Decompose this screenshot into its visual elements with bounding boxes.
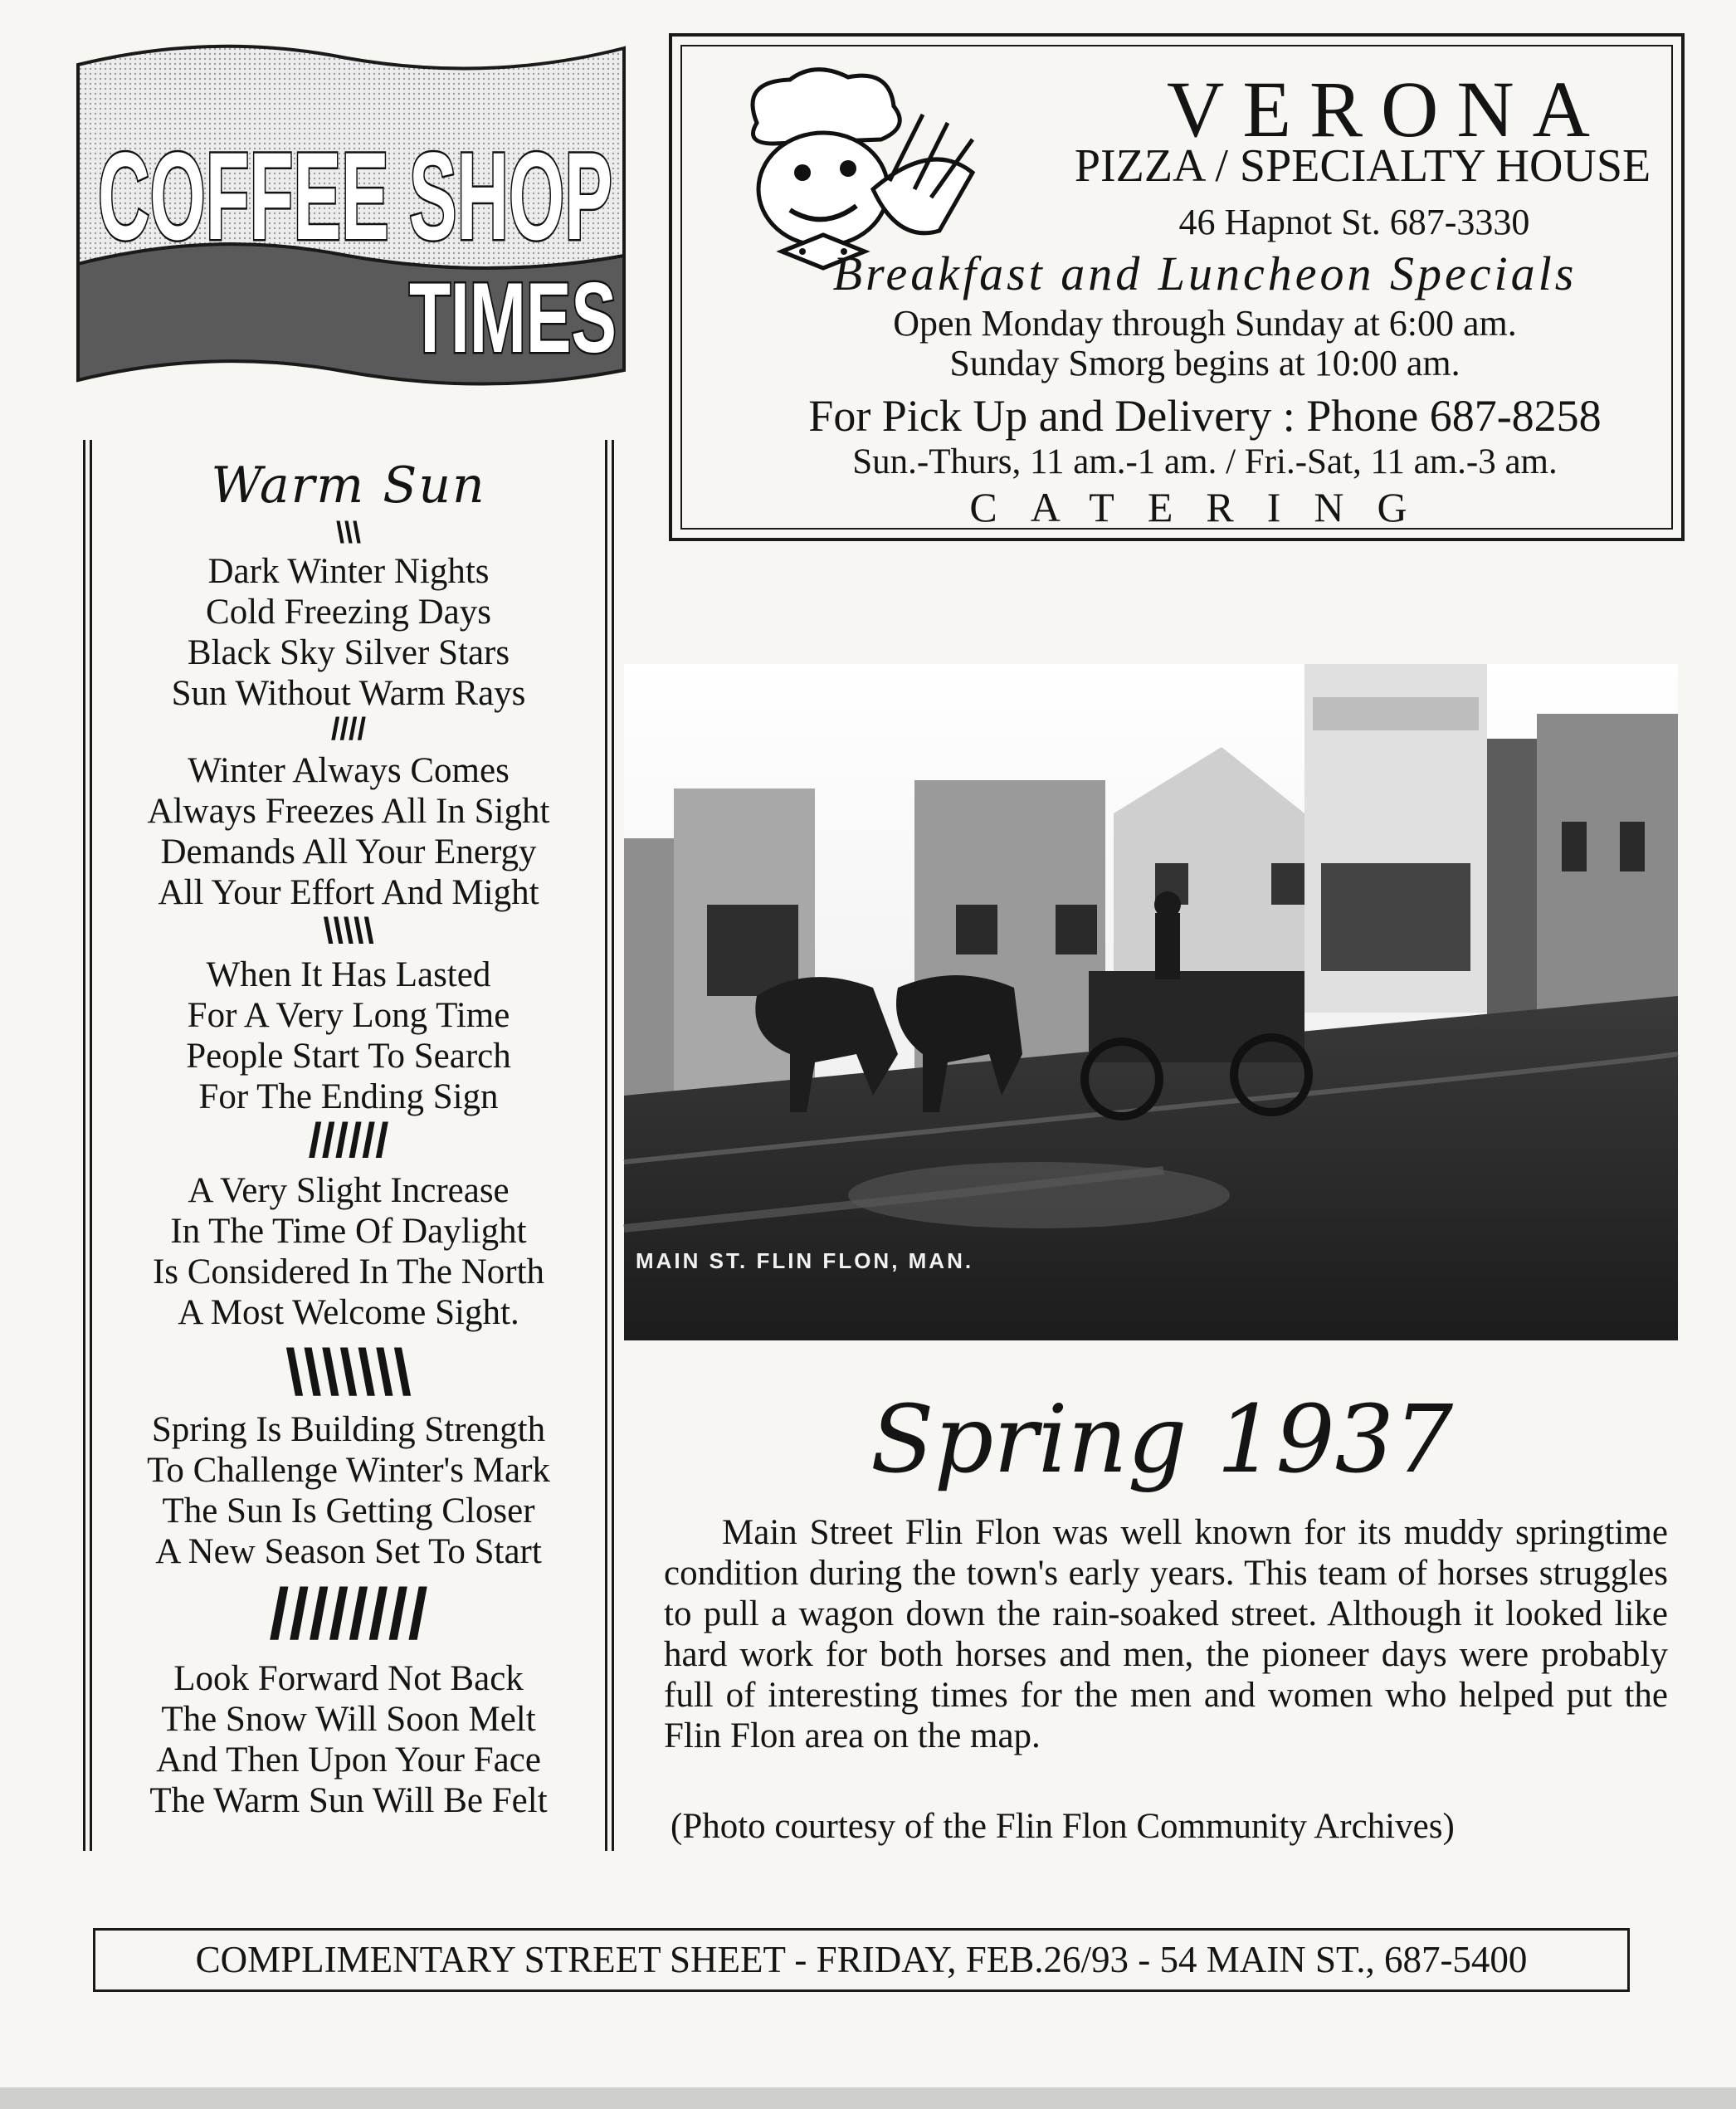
poem-stanza xyxy=(108,750,589,913)
poem-line: To Challenge Winter's Mark xyxy=(147,1451,550,1490)
poem-line: Demands All Your Energy xyxy=(160,832,537,871)
poem-separator: //////// xyxy=(269,1574,428,1654)
poem-line: People Start To Search xyxy=(186,1037,511,1076)
poem-line: Look Forward Not Back xyxy=(173,1659,524,1698)
poem-separator: \\\ xyxy=(335,515,361,549)
poem-stanza xyxy=(108,1658,589,1821)
poem-stanza xyxy=(108,954,589,1117)
smorg-time: Sunday Smorg begins at 10:00 am. xyxy=(949,343,1460,383)
poem-line: Always Freezes All In Sight xyxy=(147,792,550,831)
poem-line: Sun Without Warm Rays xyxy=(171,674,526,713)
poem xyxy=(108,456,589,1821)
poem-line: When It Has Lasted xyxy=(206,955,491,994)
masthead-logo xyxy=(73,32,629,405)
poem-border-right-outer xyxy=(612,440,614,1851)
poem-stanza xyxy=(108,1409,589,1572)
footer-banner: COMPLIMENTARY STREET SHEET - FRIDAY, FEB.26/93 - 54 MAIN ST., 687-5400 xyxy=(93,1928,1630,1992)
verona-ad xyxy=(669,33,1685,541)
poem-line: And Then Upon Your Face xyxy=(156,1740,541,1779)
poem-line: The Sun Is Getting Closer xyxy=(162,1491,535,1530)
poem-separator: ////// xyxy=(308,1114,389,1168)
specials-heading: Breakfast and Luncheon Specials xyxy=(832,247,1578,300)
photo-credit: (Photo courtesy of the Flin Flon Community Archives) xyxy=(671,1807,1455,1846)
masthead-line1: COFFEE SHOP xyxy=(98,126,612,266)
poem-line: The Snow Will Soon Melt xyxy=(161,1700,536,1739)
article-title: Spring 1937 xyxy=(870,1386,1454,1494)
poem-title: Warm Sun xyxy=(211,456,486,515)
restaurant-type: PIZZA / SPECIALTY HOUSE xyxy=(1074,140,1651,192)
restaurant-address: 46 Hapnot St. 687-3330 xyxy=(1178,202,1530,242)
poem-line: A New Season Set To Start xyxy=(155,1532,542,1571)
ad-inner-border xyxy=(680,45,1673,530)
poem-stanza xyxy=(108,551,589,714)
poem-line: Is Considered In The North xyxy=(152,1252,545,1291)
poem-line: All Your Effort And Might xyxy=(158,873,539,912)
poem-border-right-inner xyxy=(605,440,607,1851)
poem-line: For A Very Long Time xyxy=(187,996,510,1035)
restaurant-name: VERONA xyxy=(1167,65,1608,154)
photo-caption: MAIN ST. FLIN FLON, MAN. xyxy=(636,1248,974,1273)
poem-border-left-inner xyxy=(90,440,92,1851)
poem-line: A Very Slight Increase xyxy=(188,1171,510,1210)
poem-line: Cold Freezing Days xyxy=(206,593,491,632)
poem-line: Black Sky Silver Stars xyxy=(187,633,510,672)
chef-logo-icon xyxy=(724,65,997,272)
poem-column xyxy=(83,440,614,1851)
poem-line: The Warm Sun Will Be Felt xyxy=(149,1781,548,1820)
poem-line: Winter Always Comes xyxy=(188,751,510,790)
poem-separator: //// xyxy=(330,712,367,747)
poem-line: In The Time Of Daylight xyxy=(170,1212,527,1251)
main-street-photo xyxy=(624,664,1678,1340)
article-body: Main Street Flin Flon was well known for its muddy springtime condition during the town's early years. This team of horses struggles to pull a wagon down the rain-soaked street. Although it looked like hard work for both horses and men, the pioneer days were probably full of interesting times for the men and women who helped put the Flin Flon area on the map. xyxy=(664,1513,1668,1755)
delivery-hours: Sun.-Thurs, 11 am.-1 am. / Fri.-Sat, 11 am.-3 am. xyxy=(852,442,1558,481)
poem-separator: \\\\\ xyxy=(323,910,374,951)
poem-separator: \\\\\\\ xyxy=(285,1335,412,1408)
poem-line: Dark Winter Nights xyxy=(207,552,490,591)
poem-line: Spring Is Building Strength xyxy=(151,1410,546,1449)
catering-label: CATERING xyxy=(969,484,1441,530)
masthead-line2: TIMES xyxy=(409,262,617,373)
poem-line: A Most Welcome Sight. xyxy=(178,1293,519,1332)
poem-line: For The Ending Sign xyxy=(198,1077,499,1116)
pickup-delivery-phone: For Pick Up and Delivery : Phone 687-8258 xyxy=(808,391,1602,441)
page-edge xyxy=(0,2087,1736,2109)
poem-stanza xyxy=(108,1170,589,1333)
poem-border-left-outer xyxy=(83,440,85,1851)
opening-hours: Open Monday through Sunday at 6:00 am. xyxy=(893,303,1517,344)
